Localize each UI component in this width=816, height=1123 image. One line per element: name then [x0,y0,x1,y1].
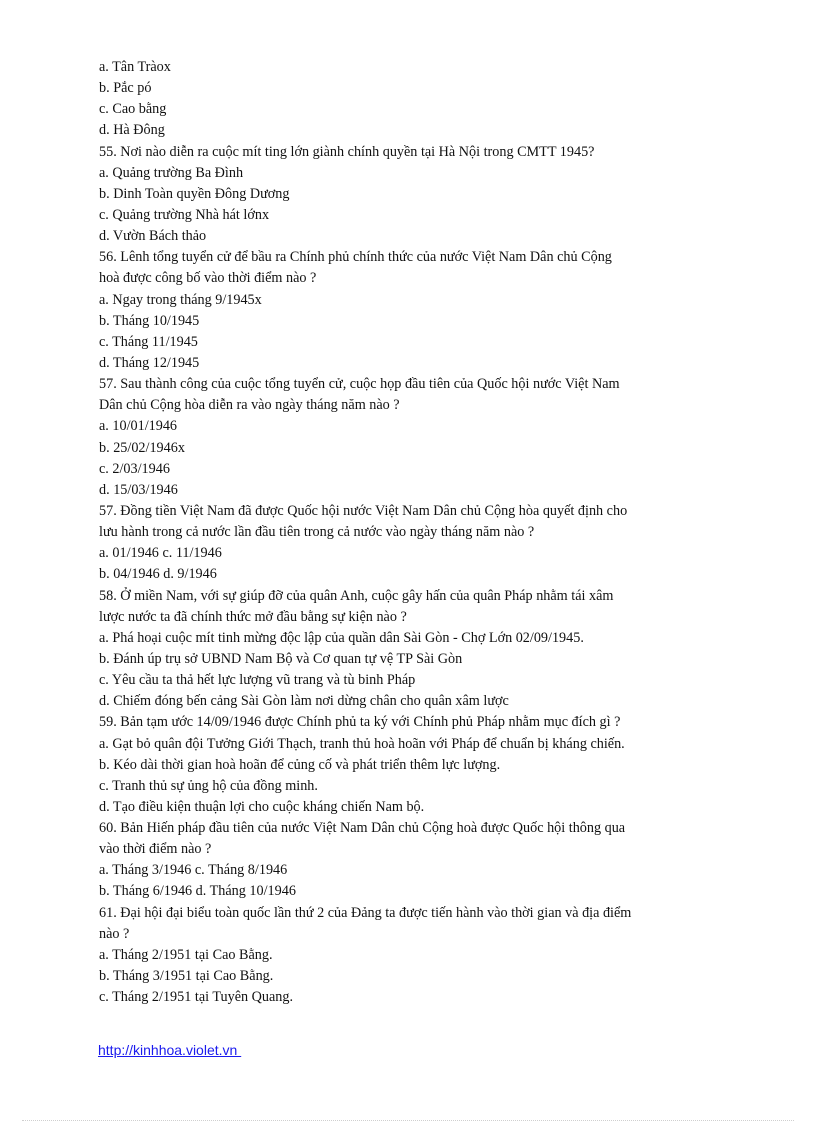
answer-option: a. 01/1946 c. 11/1946 [99,545,222,562]
answer-option: b. Kéo dài thời gian hoà hoãn để củng cố và phát triển thêm lực lượng. [99,756,501,773]
answer-option: a. Tháng 3/1946 c. Tháng 8/1946 [99,862,288,879]
text-line: lược nước ta đã chính thức mở đầu bằng sự kiện nào ? [99,608,407,625]
text-line: vào thời điểm nào ? [99,841,212,858]
answer-option: b. Tháng 10/1945 [99,312,200,329]
answer-option: a. Quảng trường Ba Đình [99,164,244,181]
answer-option: c. Tranh thủ sự ủng hộ của đồng minh. [99,777,318,794]
answer-option: b. Tháng 6/1946 d. Tháng 10/1946 [99,883,296,900]
question-line: 61. Đại hội đại biểu toàn quốc lần thứ 2 của Đảng ta được tiến hành vào thời gian và địa điểm [99,904,632,921]
answer-option: d. Vườn Bách thảo [99,228,207,245]
answer-option: c. Yêu cầu ta thả hết lực lượng vũ trang và tù binh Pháp [99,672,416,689]
question-line: 59. Bản tạm ước 14/09/1946 được Chính phủ ta ký với Chính phủ Pháp nhằm mục đích gì ? [99,714,621,731]
answer-option: a. Gạt bỏ quân đội Tưởng Giới Thạch, tranh thủ hoà hoãn với Pháp để chuẩn bị kháng chiến. [99,735,625,752]
footer-website-link[interactable]: http://kinhhoa.violet.vn [98,1042,242,1058]
answer-option: a. Ngay trong tháng 9/1945x [99,291,262,308]
answer-option: c. Tháng 2/1951 tại Tuyên Quang. [99,989,294,1006]
answer-option: a. Tân Tràox [99,59,171,75]
answer-option: b. 04/1946 d. 9/1946 [99,566,217,583]
text-line: hoà được công bố vào thời điểm nào ? [99,270,317,287]
text-line: Dân chủ Cộng hòa diễn ra vào ngày tháng năm nào ? [99,397,400,414]
answer-option: c. Cao bằng [99,101,167,118]
question-line: 56. Lênh tổng tuyển cử để bầu ra Chính phủ chính thức của nước Việt Nam Dân chủ Cộng [99,249,612,266]
answer-option: b. 25/02/1946x [99,439,185,456]
answer-option: c. 2/03/1946 [99,460,170,477]
answer-option: d. Tạo điều kiện thuận lợi cho cuộc kháng chiến Nam bộ. [99,798,425,815]
answer-option: b. Đánh úp trụ sở UBND Nam Bộ và Cơ quan tự vệ TP Sài Gòn [99,650,463,667]
answer-option: c. Tháng 11/1945 [99,333,198,350]
question-line: 57. Sau thành công của cuộc tổng tuyển cử, cuộc họp đầu tiên của Quốc hội nước Việt Nam [99,376,620,393]
answer-option: d. Chiếm đóng bến cảng Sài Gòn làm nơi dừng chân cho quân xâm lược [99,693,509,710]
question-line: 60. Bản Hiến pháp đầu tiên của nước Việt Nam Dân chủ Cộng hoà được Quốc hội thông qua [99,820,626,837]
answer-option: b. Tháng 3/1951 tại Cao Bằng. [99,968,274,985]
question-text-block [99,57,729,1008]
answer-option: a. 10/01/1946 [99,418,178,435]
answer-option: d. Tháng 12/1945 [99,354,200,371]
answer-option: d. Hà Đông [99,122,165,139]
answer-option: d. 15/03/1946 [99,481,178,498]
question-line: 57. Đồng tiền Việt Nam đã được Quốc hội nước Việt Nam Dân chủ Cộng hòa quyết định cho [99,502,628,519]
question-line: 55. Nơi nào diễn ra cuộc mít ting lớn giành chính quyền tại Hà Nội trong CMTT 1945? [99,143,595,160]
answer-option: a. Tháng 2/1951 tại Cao Bằng. [99,946,273,963]
text-line: nào ? [99,925,130,942]
answer-option: a. Phá hoại cuộc mít tinh mừng độc lập của quần dân Sài Gòn - Chợ Lớn 02/09/1945. [99,629,584,646]
page-bottom-divider [22,1120,794,1121]
answer-option: c. Quảng trường Nhà hát lớnx [99,206,270,223]
text-line: lưu hành trong cả nước lần đầu tiên trong cả nước vào ngày tháng năm nào ? [99,524,535,541]
question-line: 58. Ở miền Nam, với sự giúp đỡ của quân Anh, cuộc gây hấn của quân Pháp nhằm tái xâm [99,587,614,604]
answer-option: b. Dinh Toàn quyền Đông Dương [99,185,290,202]
answer-option: b. Pắc pó [99,80,152,97]
